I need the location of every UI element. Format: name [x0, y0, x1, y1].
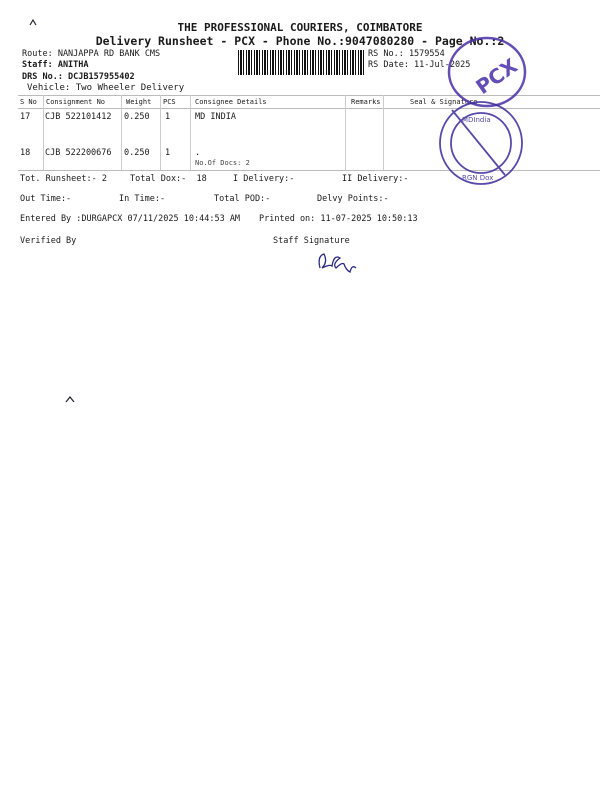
col-remarks: Remarks: [351, 98, 381, 106]
company-seal: [440, 102, 522, 184]
svg-text:RGN Dox: RGN Dox: [462, 174, 494, 182]
route: Route: NANJAPPA RD BANK CMS: [22, 49, 161, 59]
rs-date: RS Date: 11-Jul-2025: [368, 60, 471, 70]
consignee: .: [195, 148, 201, 158]
col-consignment: Consignment No: [46, 98, 106, 106]
weight: 0.250: [124, 148, 150, 158]
staff-signature-label: Staff Signature: [273, 236, 350, 246]
sno: 17: [20, 112, 31, 122]
staff: Staff: ANITHA: [22, 60, 89, 70]
printed-on: Printed on: 11-07-2025 10:50:13: [259, 214, 418, 224]
svg-text:MDIndia: MDIndia: [462, 116, 491, 124]
rs-no: RS No.: 1579554: [368, 49, 445, 59]
staff-signature: [319, 254, 356, 272]
pcx-stamp: [449, 38, 525, 106]
delvy-points: Delvy Points:-: [317, 194, 389, 204]
weight: 0.250: [124, 112, 150, 122]
consignee: MD INDIA: [195, 112, 236, 122]
sno: 18: [20, 148, 31, 158]
col-sno: S No: [20, 98, 37, 106]
i-delivery: I Delivery:-: [233, 174, 295, 184]
total-pod: Total POD:-: [214, 194, 271, 204]
scan-mark: [66, 397, 74, 402]
total-dox: Total Dox:- 18: [130, 174, 207, 184]
drs-no: DRS No.: DCJB157955402: [22, 72, 135, 82]
out-time: Out Time:-: [20, 194, 72, 204]
verified-by: Verified By: [20, 236, 77, 246]
pcs: 1: [165, 148, 171, 158]
consignment-no: CJB 522200676: [45, 148, 112, 158]
docs-count: No.Of Docs: 2: [195, 159, 250, 167]
entered-by: Entered By :DURGAPCX 07/11/2025 10:44:53 AM: [20, 214, 241, 224]
consignment-no: CJB 522101412: [45, 112, 112, 122]
in-time: In Time:-: [119, 194, 166, 204]
col-seal: Seal & Signature: [410, 98, 478, 106]
col-consignee: Consignee Details: [195, 98, 267, 106]
pcs: 1: [165, 112, 171, 122]
vehicle: Vehicle: Two Wheeler Delivery: [27, 83, 185, 93]
total-runsheet: Tot. Runsheet:- 2: [20, 174, 107, 184]
col-weight: Weight: [126, 98, 152, 106]
scan-mark: [30, 20, 36, 25]
ii-delivery: II Delivery:-: [342, 174, 409, 184]
company-title: THE PROFESSIONAL COURIERS, COIMBATORE: [177, 21, 423, 34]
runsheet-subtitle: Delivery Runsheet - PCX - Phone No.:9047080280 - Page No.:2: [95, 34, 505, 48]
col-pcs: PCS: [163, 98, 176, 106]
svg-text:PCX: PCX: [471, 53, 522, 99]
